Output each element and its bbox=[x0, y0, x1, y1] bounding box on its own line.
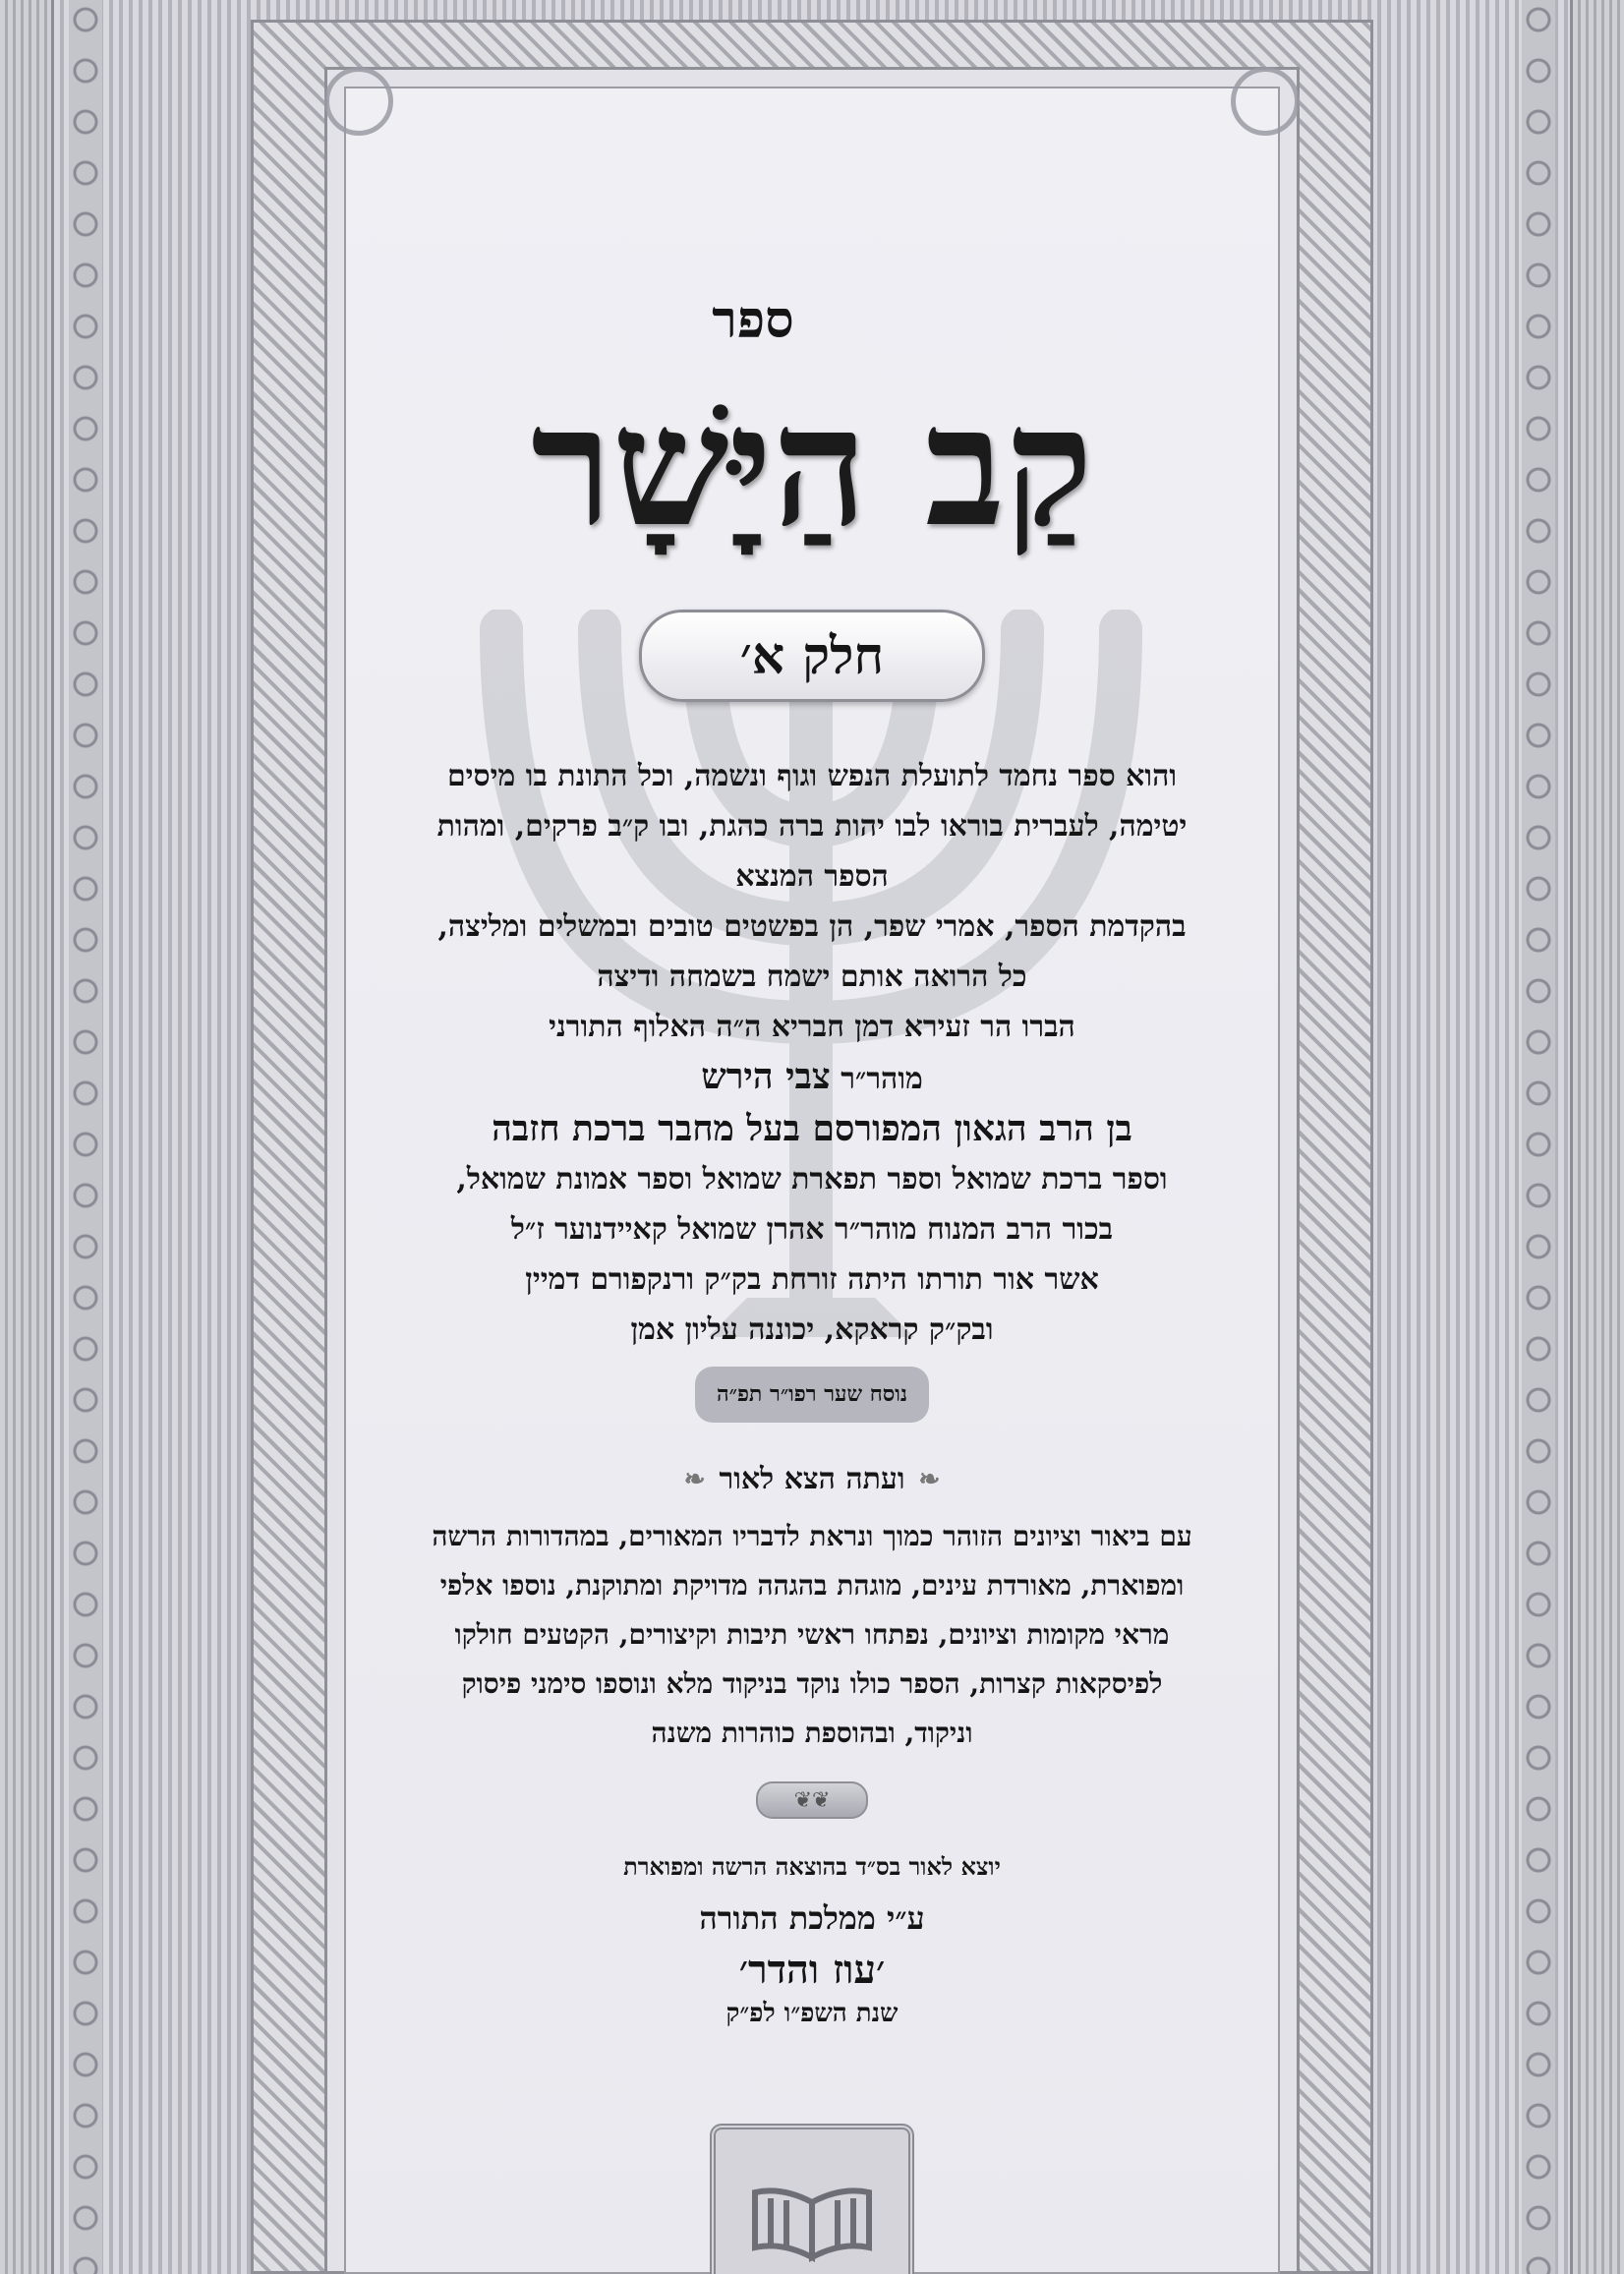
part-label: חלק א׳ bbox=[739, 625, 885, 686]
book-description bbox=[372, 751, 1252, 1423]
lineage-line: בכור הרב המנוח מוהר״ר אהרן שמואל קאיידנוער ז״ל bbox=[510, 1212, 1114, 1248]
author-name: צבי הירש bbox=[701, 1056, 831, 1098]
description-line: יטימה, לעברית בוראו לבו יהות ברה כהגת, ובו ק״ב פרקים, ומהות bbox=[436, 809, 1188, 845]
lineage-line: אשר אור תורתו היתה זורחת בק״ק ורנקפורם דמיין bbox=[525, 1262, 1099, 1298]
publish-heading: ועתה הצא לאור bbox=[719, 1462, 905, 1497]
publish-detail-line: מראי מקומות וציונים, נפתחו ראשי תיבות וקיצורים, הקטעים חולקו bbox=[454, 1618, 1170, 1652]
sefer-label: ספר bbox=[712, 290, 794, 350]
author-line bbox=[372, 1052, 1252, 1104]
publisher-logo bbox=[710, 2124, 914, 2274]
publisher-name: ׳עוז והדר׳ bbox=[738, 1947, 886, 1994]
description-line: והוא ספר נחמד לתועלת הנפש וגוף ונשמה, וכל התונת בו מיסים bbox=[446, 759, 1178, 794]
corner-swirl-icon bbox=[1231, 67, 1300, 136]
description-line: בהקדמת הספר, אמרי שפר, הן בפשטים טובים ובמשלים ומליצה, bbox=[437, 909, 1187, 945]
publish-detail-line: וניקוד, ובהוספת כוהרות משנה bbox=[651, 1717, 973, 1750]
description-line: כל הרואה אותם ישמח בשמחה ודיצה bbox=[597, 960, 1027, 995]
part-badge bbox=[639, 610, 985, 702]
book-title: קַב הַיָּשָׁר bbox=[531, 369, 1093, 563]
left-scroll-border bbox=[69, 0, 102, 2274]
lineage-line: וספר ברכת שמואל וספר תפארת שמואל וספר אמונת שמואל, bbox=[456, 1162, 1168, 1197]
author-prefix: מוהר״ר bbox=[841, 1062, 923, 1097]
publish-details bbox=[372, 1512, 1252, 1758]
corner-swirl-icon bbox=[324, 67, 393, 136]
publish-heading-row bbox=[354, 1462, 1270, 1496]
open-book-logo-icon bbox=[749, 2179, 875, 2263]
vine-ornament-icon: ❧ bbox=[918, 1464, 941, 1494]
description-line: הספר המנצא bbox=[735, 859, 889, 895]
nusach-badge: נוסח שער רפו״ר תפ״ה bbox=[695, 1367, 929, 1423]
publish-detail-line: עם ביאור וציונים הזוהר כמוך ונראת לדבריו המאורים, במהדורות הרשה bbox=[432, 1520, 1192, 1553]
vine-ornament-icon: ❧ bbox=[683, 1464, 706, 1494]
lineage-line: בן הרב הגאון המפורסם בעל מחבר ברכת חזבה bbox=[492, 1108, 1132, 1150]
publisher-by: ע״י ממלכת התורה bbox=[699, 1899, 925, 1938]
description-line: הברו הר זעירא דמן חבריא ה״ה האלוף התורני bbox=[549, 1010, 1075, 1045]
right-scroll-border bbox=[1522, 0, 1555, 2274]
publisher-line: יוצא לאור בס״ד בהוצאה הרשה ומפוארת bbox=[623, 1852, 1001, 1882]
publication-year: שנת השפ״ו לפ״ק bbox=[725, 1999, 899, 2029]
lineage-line: ובק״ק קראקא, יכוננה עליון אמן bbox=[630, 1312, 994, 1348]
publish-detail-line: לפיסקאות קצרות, הספר כולו נוקד בניקוד מלא ונוספו סימני פיסוק bbox=[461, 1667, 1163, 1701]
divider-ornament-icon: ❦❦ bbox=[756, 1781, 868, 1819]
publish-detail-line: ומפוארת, מאורדת עינים, מוגהת בהגהה מדויקת ומתוקנת, נוספו אלפי bbox=[439, 1569, 1185, 1603]
title-page-content bbox=[354, 290, 1270, 2029]
